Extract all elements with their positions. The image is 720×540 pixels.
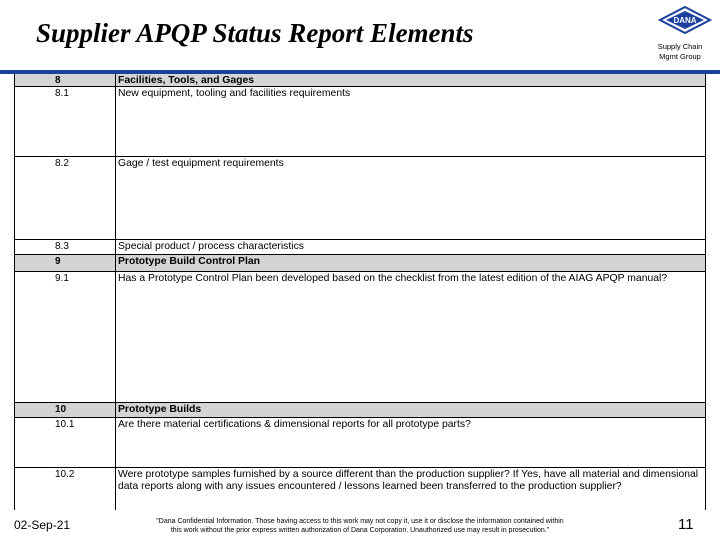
table-row: [15, 468, 705, 510]
row-number: 8.2: [15, 157, 116, 239]
page-number: 11: [678, 516, 694, 533]
notice-line-2: this work without the prior express written authorization of Dana Corporation. Unauthorized use may result in prosecution.": [170, 527, 550, 534]
slide-header: [0, 0, 720, 70]
row-number: 10.2: [15, 468, 116, 510]
row-text: New equipment, tooling and facilities requirements: [118, 88, 351, 99]
row-number: 8.3: [15, 240, 116, 254]
row-text: Were prototype samples furnished by a source different than the production supplier? If Yes, have all material and dimensional data reports along with any issues encountered / lessons learned been transferred to the production supplier?: [118, 469, 699, 492]
svg-text:DANA: DANA: [673, 16, 697, 25]
row-number: 10: [15, 403, 116, 417]
row-text: Has a Prototype Control Plan been developed based on the checklist from the latest edition of the AIAG APQP manual?: [118, 273, 668, 284]
dana-logo: [658, 6, 712, 34]
row-text: Special product / process characteristics: [118, 241, 304, 252]
row-text: Facilities, Tools, and Gages: [118, 75, 255, 86]
row-text: Prototype Build Control Plan: [118, 256, 261, 267]
row-number: 8.1: [15, 87, 116, 156]
table-row-section: [15, 255, 705, 272]
table-row: [15, 418, 705, 468]
row-text: Gage / test equipment requirements: [118, 158, 284, 169]
row-number: 9: [15, 255, 116, 271]
table-row: [15, 87, 705, 157]
row-number: 9.1: [15, 272, 116, 402]
dept-line-2: Mgmt Group: [659, 52, 701, 61]
row-text: Are there material certifications & dimensional reports for all prototype parts?: [118, 419, 471, 430]
status-report-table: [14, 74, 706, 510]
slide-title: Supplier APQP Status Report Elements: [36, 18, 474, 48]
table-row: [15, 157, 705, 240]
row-number: 8: [15, 74, 116, 86]
table-row-section: [15, 74, 705, 87]
dept-line-1: Supply Chain: [657, 42, 703, 51]
notice-line-1: "Dana Confidential Information. Those having access to this work may not copy it, use it or disclose the information contained within: [156, 518, 564, 525]
footer-date: 02-Sep-21: [14, 518, 71, 532]
table-row: [15, 240, 705, 255]
row-text: Prototype Builds: [118, 404, 202, 415]
row-number: 10.1: [15, 418, 116, 467]
department-label: [640, 42, 720, 62]
confidentiality-notice: [110, 517, 610, 535]
table-row: [15, 272, 705, 403]
table-row-section: [15, 403, 705, 418]
